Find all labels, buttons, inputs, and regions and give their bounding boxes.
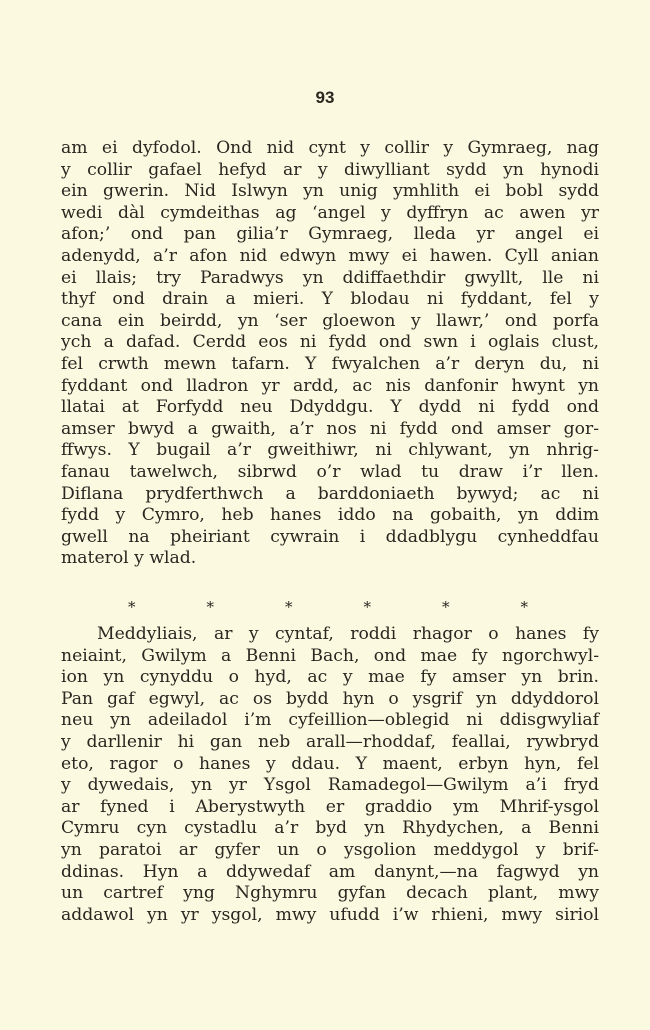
text-line: afon;’ ond pan gilia’r Gymraeg, lleda yr angel ei [61,224,599,245]
separator-asterisk: * [206,598,214,616]
text-line: wedi dàl cymdeithas ag ‘angel y dyffryn ac awen yr [61,202,599,223]
text-line: eto, ragor o hanes y ddau. Y maent, erbyn hyn, fel [61,753,599,774]
text-line: ein gwerin. Nid Islwyn yn unig ymhlith ei bobl sydd [61,181,599,202]
text-line: adenydd, a’r afon nid edwyn mwy ei hawen. Cyll anian [61,245,599,266]
text-line: ion yn cynyddu o hyd, ac y mae fy amser yn brin. [61,667,599,688]
separator-asterisk: * [442,598,450,616]
text-line: ei llais; try Paradwys yn ddiffaethdir gwyllt, lle ni [61,267,599,288]
text-line: llatai at Forfydd neu Ddyddgu. Y dydd ni fydd ond [61,397,599,418]
text-line: gwell na pheiriant cywrain i ddadblygu cynheddfau [61,526,599,547]
text-line: thyf ond drain a mieri. Y blodau ni fyddant, fel y [61,289,599,310]
text-line: neiaint, Gwilym a Benni Bach, ond mae fy ngorchwyl- [61,645,599,666]
text-line: cana ein beirdd, yn ‘ser gloewon y llawr,’ ond porfa [61,310,599,331]
separator-asterisk: * [285,598,293,616]
separator-asterisk: * [363,598,371,616]
text-line: fel crwth mewn tafarn. Y fwyalchen a’r deryn du, ni [61,353,599,374]
text-line: fydd y Cymro, heb hanes iddo na gobaith, yn ddim [61,505,599,526]
page-number: 93 [315,88,335,107]
text-line: y darllenir hi gan neb arall—rhoddaf, feallai, rywbryd [61,731,599,752]
separator-asterisk: * [128,598,136,616]
text-line: ar fyned i Aberystwyth er graddio ym Mhrif-ysgol [61,796,599,817]
text-line: y dywedais, yn yr Ysgol Ramadegol—Gwilym a’i fryd [61,775,599,796]
separator-asterisk: * [520,598,528,616]
text-line: neu yn adeiladol i’m cyfeillion—oblegid ni ddisgwyliaf [61,710,599,731]
text-line: Cymru cyn cystadlu a’r byd yn Rhydychen, a Benni [61,818,599,839]
text-line: amser bwyd a gwaith, a’r nos ni fydd ond amser gor- [61,418,599,439]
text-line: y collir gafael hefyd ar y diwylliant sydd yn hynodi [61,159,599,180]
text-line: Meddyliais, ar y cyntaf, roddi rhagor o hanes fy [97,624,599,644]
text-line: ddinas. Hyn a ddywedaf am danynt,—na fagwyd yn [61,861,599,882]
text-line: fanau tawelwch, sibrwd o’r wlad tu draw i’r llen. [61,461,599,482]
text-line: addawol yn yr ysgol, mwy ufudd i’w rhieni, mwy siriol [61,904,599,925]
paragraph-1 [61,138,599,570]
text-line: Diflana prydferthwch a barddoniaeth bywyd; ac ni [61,483,599,504]
section-separator [128,598,528,616]
text-line: fyddant ond lladron yr ardd, ac nis danfonir hwynt yn [61,375,599,396]
paragraph-2 [61,624,599,926]
text-line: Pan gaf egwyl, ac os bydd hyn o ysgrif yn ddyddorol [61,688,599,709]
text-line: un cartref yng Nghymru gyfan decach plant, mwy [61,883,599,904]
text-line: ych a dafad. Cerdd eos ni fydd ond swn i oglais clust, [61,332,599,353]
text-line: yn paratoi ar gyfer un o ysgolion meddygol y brif- [61,839,599,860]
text-line: materol y wlad. [61,548,197,569]
text-line: am ei dyfodol. Ond nid cynt y collir y Gymraeg, nag [61,138,599,158]
text-line: ffwys. Y bugail a’r gweithiwr, ni chlywant, yn nhrig- [61,440,599,461]
